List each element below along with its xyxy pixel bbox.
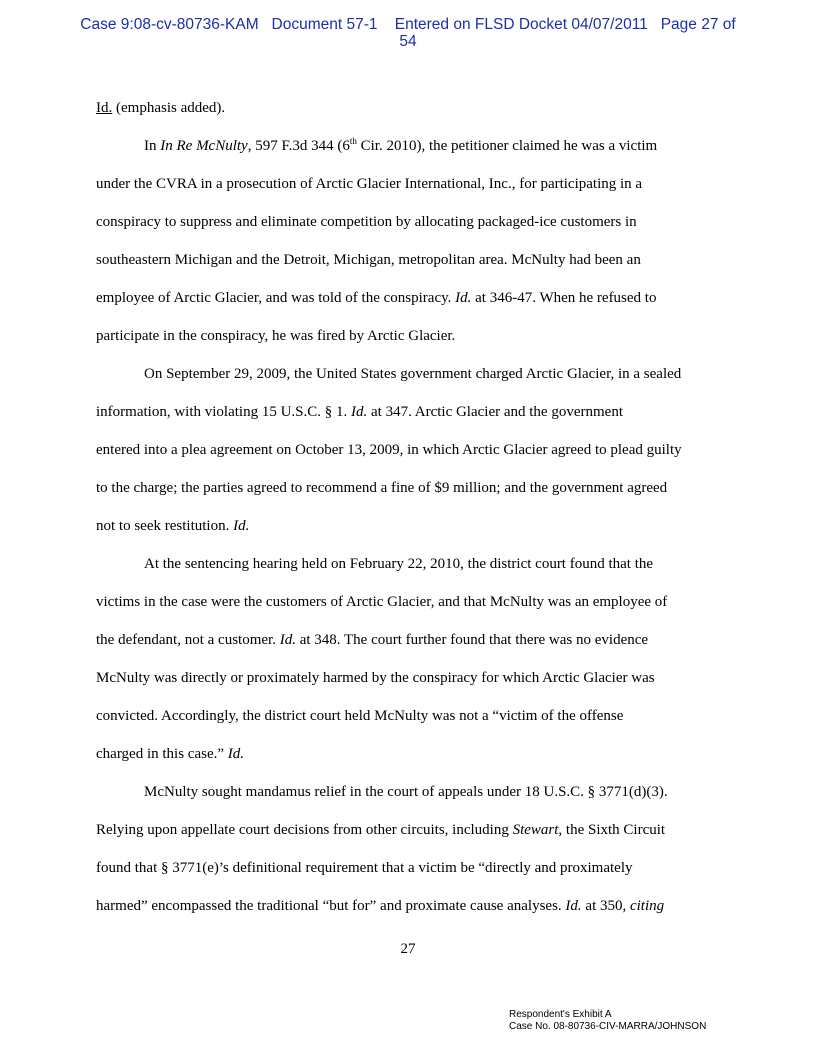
text-run: southeastern Michigan and the Detroit, Michigan, metropolitan area. McNulty had been an [96,252,641,268]
text-run: On September 29, 2009, the United States government charged Arctic Glacier, in a sealed [144,366,682,382]
text-line [96,89,726,127]
text-run: harmed” encompassed the traditional “but for” and proximate cause analyses. [96,898,566,914]
text-run: not to seek restitution. [96,518,234,534]
text-line [96,241,726,279]
text-line [96,735,726,773]
text-line [96,355,726,393]
text-run: to the charge; the parties agreed to recommend a fine of $9 million; and the government agreed [96,480,668,496]
text-run: McNulty sought mandamus relief in the court of appeals under 18 U.S.C. § 3771(d)(3). [144,784,668,800]
text-run: convicted. Accordingly, the district court held McNulty was not a “victim of the offense [96,708,624,724]
text-run: th [349,136,357,146]
docket-stamp [0,16,816,50]
text-run: employee of Arctic Glacier, and was told of the conspiracy. [96,290,456,306]
text-line [96,203,726,241]
text-run: In [144,138,161,154]
text-run: at 348. The court further found that there was no evidence [295,632,649,648]
text-line [96,773,726,811]
text-line [96,697,726,735]
text-line [96,659,726,697]
text-run: Id. [227,746,245,762]
text-run: Relying upon appellate court decisions from other circuits, including [96,822,513,838]
text-line [96,469,726,507]
text-run: Id. [233,518,250,534]
text-run: Cir. 2010), the petitioner claimed he was a victim [356,138,658,154]
text-line [96,317,726,355]
text-run: victims in the case were the customers of Arctic Glacier, and that McNulty was an employee of [96,594,668,610]
text-line [96,279,726,317]
text-run: conspiracy to suppress and eliminate competition by allocating packaged-ice customers in [96,214,637,230]
page-number: 27 [400,941,416,957]
text-line [96,811,726,849]
text-line [96,127,726,165]
text-run: information, with violating 15 U.S.C. § 1. [96,404,351,420]
text-run: McNulty was directly or proximately harmed by the conspiracy for which Arctic Glacier was [96,670,655,686]
text-run: Id. [351,404,368,420]
text-run: at 350, [581,898,630,914]
text-run: Id. [455,290,472,306]
docket-stamp-line-2: 54 [399,33,417,50]
text-line [96,545,726,583]
text-run: under the CVRA in a prosecution of Arctic Glacier International, Inc., for participating in a [96,176,643,192]
text-run: Id. [279,632,296,648]
text-line [96,393,726,431]
text-line [96,507,726,545]
exhibit-label-line-2: Case No. 08-80736-CIV-MARRA/JOHNSON [509,1021,707,1032]
text-run: Id. [96,100,113,116]
text-line [96,165,726,203]
text-run: citing [629,898,665,914]
text-run: , 597 F.3d 344 (6 [247,138,350,154]
text-run: at 346-47. When he refused to [471,290,657,306]
text-line [96,431,726,469]
text-line [96,583,726,621]
text-run: the defendant, not a customer. [96,632,280,648]
body-text [96,89,726,925]
exhibit-label [509,1009,706,1033]
text-run: charged in this case.” [96,746,228,762]
text-line [96,849,726,887]
text-line [96,621,726,659]
text-run: Stewart [512,822,559,838]
docket-stamp-line-1: Case 9:08-cv-80736-KAM Document 57-1 Entered on FLSD Docket 04/07/2011 Page 27 of [80,16,736,33]
text-run: Id. [565,898,582,914]
text-run: participate in the conspiracy, he was fired by Arctic Glacier. [96,328,456,344]
text-run: , the Sixth Circuit [558,822,666,838]
text-run: found that § 3771(e)’s definitional requirement that a victim be “directly and proximately [96,860,633,876]
text-run: at 347. Arctic Glacier and the government [367,404,623,420]
text-run: At the sentencing hearing held on February 22, 2010, the district court found that the [144,556,654,572]
text-run: In Re McNulty [160,138,248,154]
text-line [96,887,726,925]
text-run: (emphasis added). [112,100,226,116]
text-run: entered into a plea agreement on October 13, 2009, in which Arctic Glacier agreed to plead guilty [96,442,682,458]
exhibit-label-line-1: Respondent's Exhibit A [509,1009,612,1020]
